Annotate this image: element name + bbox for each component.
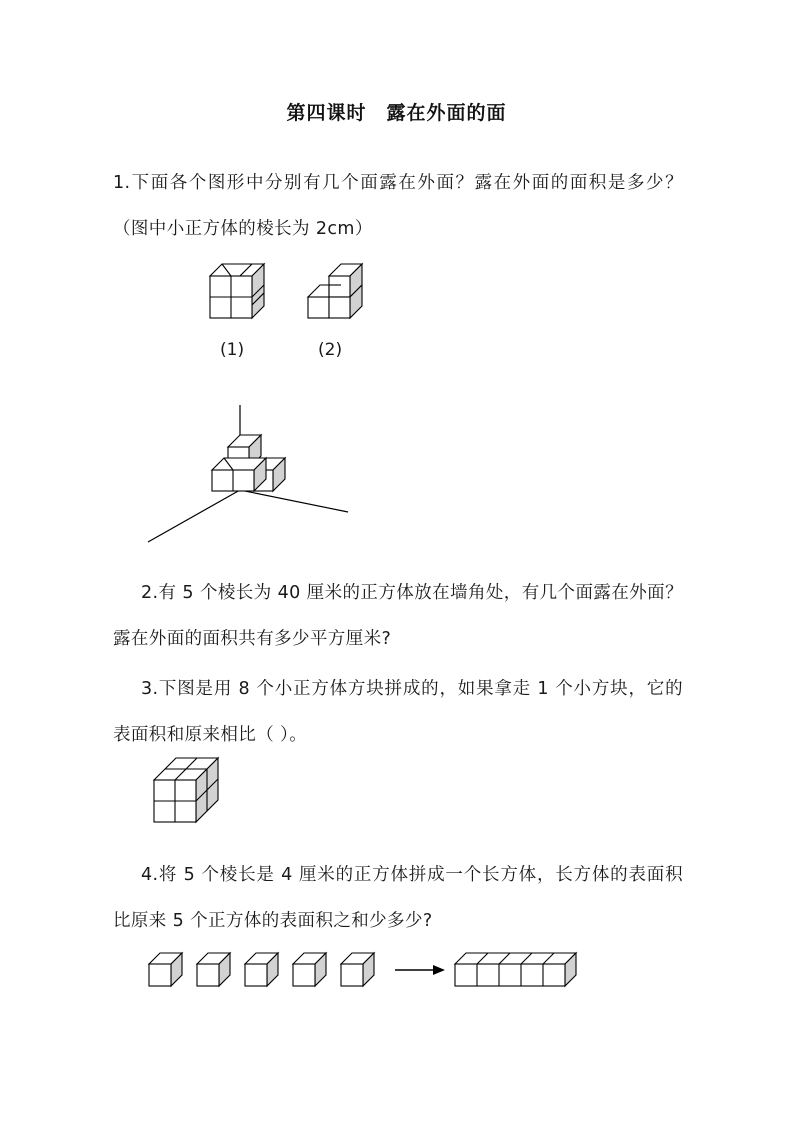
page-title-main: 第四课时 <box>286 102 367 124</box>
question-2-text: 2.有 5 个棱长为 40 厘米的正方体放在墙角处，有几个面露在外面？露在外面的面积共有多少平方厘米? <box>113 583 683 649</box>
question-4-figure <box>145 944 565 1006</box>
figure-2-cube-stack <box>303 258 373 320</box>
arrow-right-icon <box>395 965 445 975</box>
question-3-text: 3.下图是用 8 个小正方体方块拼成的，如果拿走 1 个小方块，它的表面积和原来相比（ ）。 <box>113 679 683 745</box>
question-4-text: 4.将 5 个棱长是 4 厘米的正方体拼成一个长方体，长方体的表面积比原来 5 个正方体的表面积之和少多少? <box>113 865 683 931</box>
figure-2-caption: (2) <box>318 340 343 360</box>
single-cube-3 <box>245 953 278 986</box>
joined-cuboid <box>455 953 576 986</box>
wall-corner-figure <box>130 390 390 550</box>
page-title <box>0 98 793 125</box>
page-title-sub: 露在外面的面 <box>386 102 507 124</box>
cube-2x2x2-assembly <box>148 752 248 838</box>
single-cube-5 <box>341 953 374 986</box>
figure-1-cube-stack <box>205 258 275 320</box>
wall-corner-diagram <box>130 390 390 550</box>
five-cubes-to-cuboid-diagram <box>145 944 565 1002</box>
question-3-figure <box>148 752 268 842</box>
single-cube-1 <box>149 953 182 986</box>
question-1-text: 1.下面各个图形中分别有几个面露在外面？露在外面的面积是多少？（图中小正方体的棱长为 2cm） <box>113 173 683 239</box>
single-cube-2 <box>197 953 230 986</box>
question-1-figures <box>0 255 793 380</box>
single-cube-4 <box>293 953 326 986</box>
figure-1-caption: (1) <box>220 340 245 360</box>
